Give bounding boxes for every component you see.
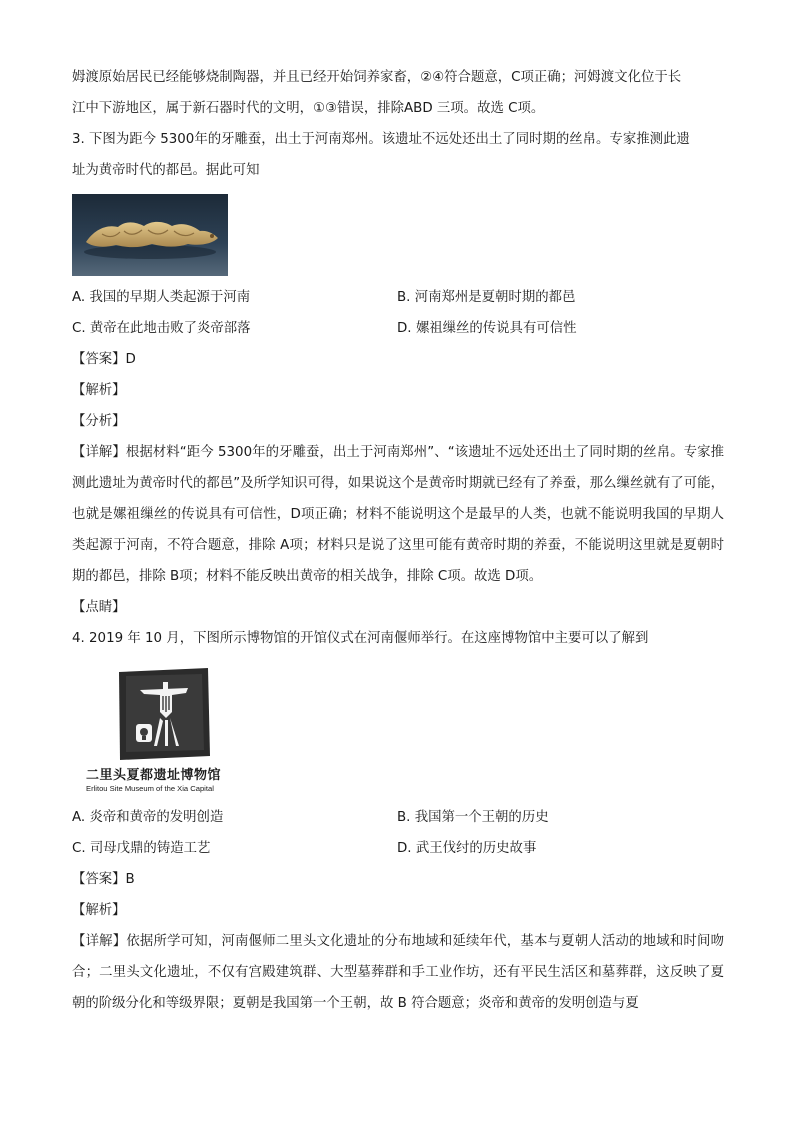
q3-stem-line-1: 3. 下图为距今 5300年的牙雕蚕，出土于河南郑州。该遗址不远处还出土了同时期的丝帛。专家推测此遗 [72,132,690,147]
q4-option-a: A. 炎帝和黄帝的发明创造 [72,810,224,825]
q3-fenxi-label: 【分析】 [72,414,126,429]
museum-logo-cn-name: 二里头夏都遗址博物馆 [86,768,222,783]
q4-analysis-label: 【解析】 [72,903,126,918]
q3-dianjing-label: 【点睛】 [72,600,126,615]
jue-vessel-seal-icon [116,666,212,762]
q3-option-a: A. 我国的早期人类起源于河南 [72,290,251,305]
q3-option-b: B. 河南郑州是夏朝时期的都邑 [397,290,576,305]
q4-answer: 【答案】B [72,872,135,887]
intro-line-1: 姆渡原始居民已经能够烧制陶器，并且已经开始饲养家畜，②④符合题意，C项正确；河姆渡文化位于长 [72,70,682,85]
q3-options [72,282,724,344]
intro-line-2: 江中下游地区，属于新石器时代的文明，①③错误，排除ABD 三项。故选 C项。 [72,101,545,116]
document-page [72,62,724,1019]
q3-answer: 【答案】D [72,352,136,367]
q4-option-d: D. 武王伐纣的历史故事 [397,841,537,856]
q3-detail: 【详解】根据材料“距今 5300年的牙雕蚕，出土于河南郑州”、“该遗址不远处还出土了同时期的丝帛。专家推测此遗址为黄帝时代的都邑”及所学知识可得，如果说这个是黄帝时期就已经有了养蚕，那么缫丝就有了可能，也就是嫘祖缫丝的传说具有可信性，D项正确；材料不能说明这个是最早的人类，也就不能说明我国的早期人类起源于河南，不符合题意，排除 A项；材料只是说了这里可能有黄帝时期的养蚕，不能说明这里就是夏朝时期的都邑，排除 B项；材料不能反映出黄帝的相关战争，排除 C项。故选 D项。 [72,445,724,584]
q4-options [72,802,724,864]
q3-option-c: C. 黄帝在此地击败了炎帝部落 [72,321,251,336]
ivory-silkworm-photo [72,194,228,276]
q3-stem-line-2: 址为黄帝时代的都邑。据此可知 [72,163,260,178]
q4-option-c: C. 司母戊鼎的铸造工艺 [72,841,211,856]
q4-option-b: B. 我国第一个王朝的历史 [397,810,549,825]
q4-stem: 4. 2019 年 10 月，下图所示博物馆的开馆仪式在河南偃师举行。在这座博物馆中主要可以了解到 [72,631,649,646]
museum-logo-en-name: Erlitou Site Museum of the Xia Capital [86,784,214,793]
q4-detail: 【详解】依据所学可知，河南偃师二里头文化遗址的分布地域和延续年代，基本与夏朝人活动的地域和时间吻合；二里头文化遗址，不仅有宫殿建筑群、大型墓葬群和手工业作坊，还有平民生活区和墓葬群，这反映了夏朝的阶级分化和等级界限；夏朝是我国第一个王朝，故 B 符合题意；炎帝和黄帝的发明创造与夏 [72,934,724,1011]
q3-analysis-label: 【解析】 [72,383,126,398]
q3-option-d: D. 嫘祖缫丝的传说具有可信性 [397,321,577,336]
museum-logo [86,666,246,794]
